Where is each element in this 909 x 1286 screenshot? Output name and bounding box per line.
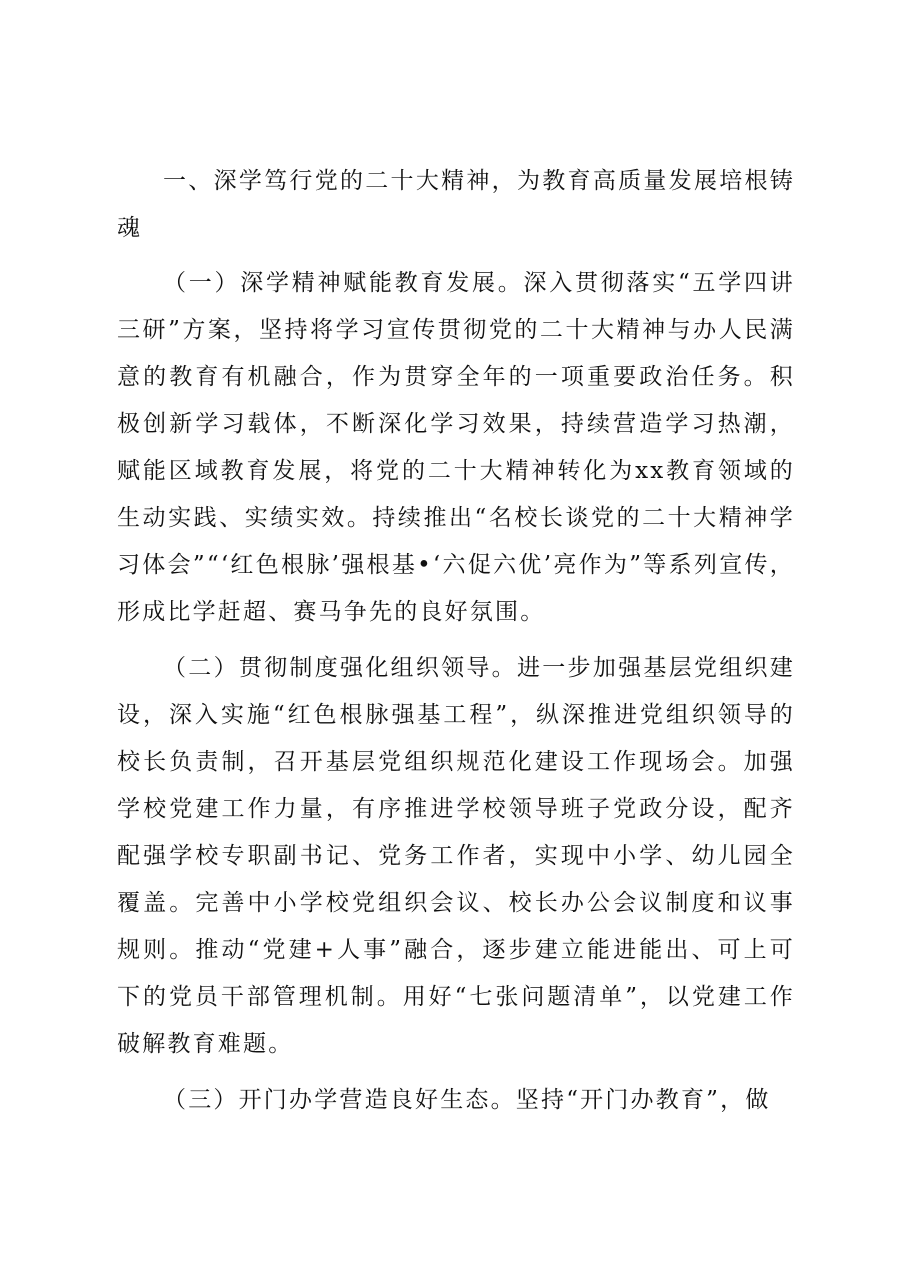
paragraph-2: （二）贯彻制度强化组织领导。进一步加强基层党组织建设，深入实施“红色根脉强基工程”，纵深推进党组织领导的校长负责制，召开基层党组织规范化建设工作现场会。加强学校党建工作力量，有序推进学校领导班子党政分设，配齐配强学校专职副书记、党务工作者，实现中小学、幼儿园全覆盖。完善中小学校党组织会议、校长办公会议制度和议事规则。推动“党建+人事”融合，逐步建立能进能出、可上可下的党员干部管理机制。用好“七张问题清单”，以党建工作破解教育难题。 [117,655,795,1057]
paragraph-1: （一）深学精神赋能教育发展。深入贯彻落实“五学四讲三研”方案，坚持将学习宣传贯彻党的二十大精神与办人民满意的教育有机融合，作为贯穿全年的一项重要政治任务。积极创新学习载体，不断深化学习效果，持续营造学习热潮，赋能区域教育发展，将党的二十大精神转化为xx教育领域的生动实践、实绩实效。持续推出“名校长谈党的二十大精神学习体会”“‘红色根脉’强根基•‘六促六优’亮作为”等系列宣传，形成比学赶超、赛马争先的良好氛围。 [117,270,795,625]
document-body [117,158,795,1124]
section-heading: 一、深学笃行党的二十大精神，为教育高质量发展培根铸魂 [117,168,795,241]
paragraph-3: （三）开门办学营造良好生态。坚持“开门办教育”，做 [163,1087,771,1113]
